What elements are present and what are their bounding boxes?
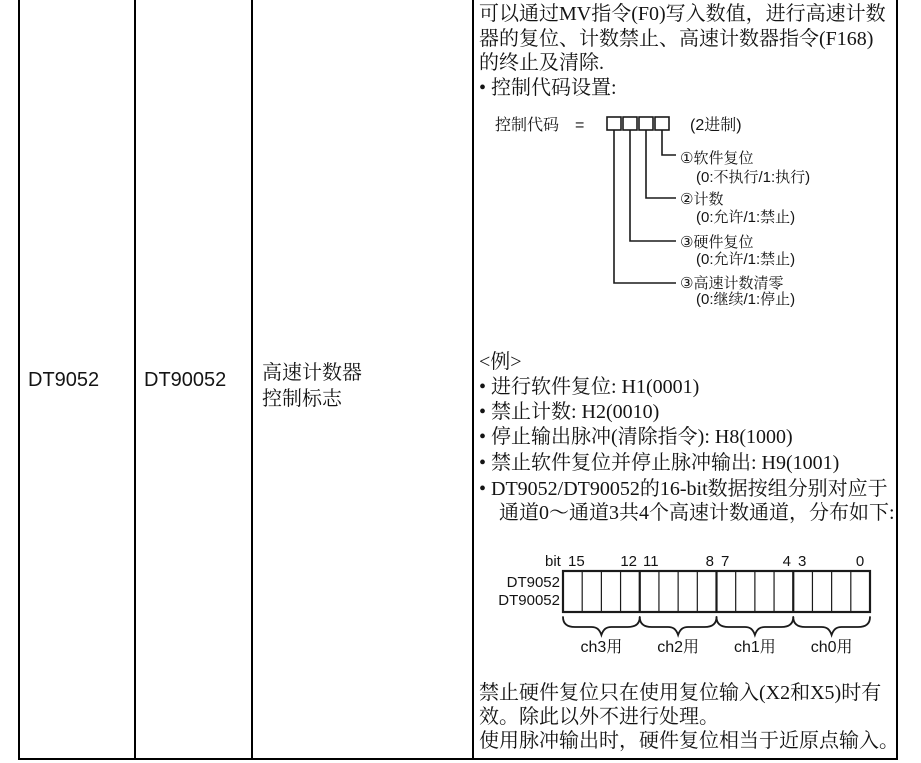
code-digit-box-3 [623, 117, 637, 130]
control-code-equals: = [575, 117, 585, 134]
leader-line-1 [662, 130, 676, 155]
bit-group-label-ch0: ch0用 [810, 639, 853, 656]
example-heading: <例> [479, 351, 522, 373]
code-digit-box-2 [639, 117, 653, 130]
bit-group-label-ch3: ch3用 [580, 639, 623, 656]
bit-row-label-dt9052: DT9052 [506, 574, 560, 591]
leader-line-3 [630, 130, 676, 241]
bit-tick-7: 7 [721, 553, 730, 570]
example-line-1: • 进行软件复位: H1(0001) [479, 376, 700, 398]
note-line-1: 禁止硬件复位只在使用复位输入(X2和X5)时有 [479, 682, 882, 704]
table-border-col4 [472, 0, 474, 760]
note-line-3: 使用脉冲输出时，硬件复位相当于近原点输入。 [479, 730, 899, 752]
bit-label: bit [545, 553, 561, 570]
code-item-4-title: ③高速计数清零 [680, 275, 784, 292]
binary-format-note: (2进制) [690, 117, 742, 134]
bit-tick-11: 11 [643, 553, 659, 570]
code-item-3-values: (0:允许/1:禁止) [696, 251, 796, 268]
register-name-line1: 高速计数器 [262, 362, 362, 384]
intro-line-1: 可以通过MV指令(F0)写入数值，进行高速计数 [479, 3, 886, 25]
register-fp-sigma: DT90052 [144, 369, 227, 391]
code-item-1-title: ①软件复位 [680, 150, 754, 167]
example-line-5: • DT9052/DT90052的16-bit数据按组分别对应于 [479, 477, 888, 500]
intro-line-2: 器的复位、计数禁止、高速计数器指令(F168) [479, 28, 874, 50]
code-item-3-title: ③硬件复位 [680, 234, 754, 251]
code-item-1-values: (0:不执行/1:执行) [696, 169, 811, 186]
bit-tick-8: 8 [705, 553, 714, 570]
bit-group-label-ch1: ch1用 [733, 639, 776, 656]
intro-line-3: 的终止及清除. [479, 52, 604, 74]
table-border-col3 [251, 0, 253, 760]
bit-tick-3: 3 [798, 553, 807, 570]
leader-line-2 [646, 130, 676, 198]
code-item-2-title: ②计数 [680, 191, 724, 208]
example-line-3: • 停止输出脉冲(清除指令): H8(1000) [479, 425, 793, 448]
bit-group-label-ch2: ch2用 [657, 639, 700, 656]
bit-group-separators [640, 571, 794, 612]
bit-row-label-dt90052: DT90052 [498, 592, 560, 609]
code-item-4-values: (0:继续/1:停止) [696, 291, 796, 308]
example-line-4: • 禁止软件复位并停止脉冲输出: H9(1001) [479, 451, 840, 474]
example-line-2: • 禁止计数: H2(0010) [479, 401, 660, 423]
intro-bullet-control-code: • 控制代码设置: [479, 77, 617, 99]
bit-tick-0: 0 [855, 553, 865, 570]
table-border-bottom [18, 758, 898, 760]
leader-line-4 [614, 130, 676, 283]
bit-group-braces [563, 617, 870, 635]
code-item-2-values: (0:允许/1:禁止) [696, 209, 796, 226]
code-digit-box-1 [655, 117, 669, 130]
table-border-left [18, 0, 20, 760]
register-name-line2: 控制标志 [262, 388, 342, 410]
example-line-6: 通道0～通道3共4个高速计数通道，分布如下: [499, 502, 895, 524]
bit-tick-12: 12 [620, 553, 637, 570]
bit-allocation-diagram [479, 548, 899, 660]
control-code-label: 控制代码 [495, 117, 560, 134]
control-code-diagram [479, 112, 899, 317]
bit-tick-15: 15 [568, 553, 585, 570]
table-border-col2 [134, 0, 136, 760]
bit-tick-4: 4 [782, 553, 791, 570]
code-digit-box-4 [607, 117, 621, 130]
register-fp0: DT9052 [28, 369, 100, 391]
note-line-2: 效。除此以外不进行处理。 [479, 706, 719, 728]
